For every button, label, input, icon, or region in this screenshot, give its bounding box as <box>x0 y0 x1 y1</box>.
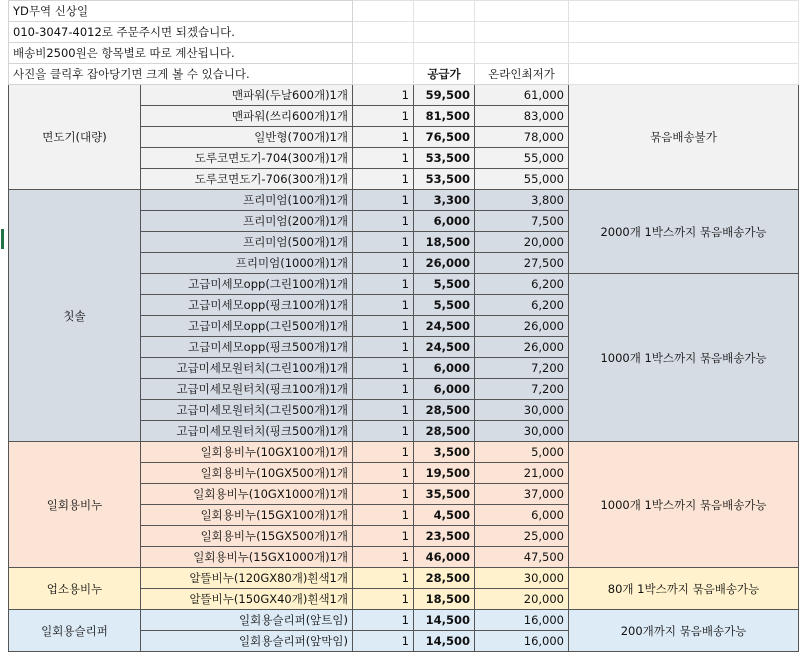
quantity-cell[interactable]: 1 <box>353 442 414 463</box>
supply-price-cell[interactable]: 76,500 <box>414 127 475 148</box>
lowest-price-cell[interactable]: 78,000 <box>475 127 569 148</box>
lowest-price-cell[interactable]: 6,000 <box>475 505 569 526</box>
supply-price-cell[interactable]: 23,500 <box>414 526 475 547</box>
lowest-price-cell[interactable]: 37,000 <box>475 484 569 505</box>
lowest-price-cell[interactable]: 26,000 <box>475 316 569 337</box>
item-name-cell[interactable]: 고급미세모원터치(그린100개)1개 <box>141 358 353 379</box>
lowest-price-cell[interactable]: 61,000 <box>475 85 569 106</box>
lowest-price-cell[interactable]: 30,000 <box>475 421 569 442</box>
product-row <box>9 568 799 589</box>
supply-price-cell[interactable]: 3,300 <box>414 190 475 211</box>
item-name-cell[interactable]: 프리미엄(100개)1개 <box>141 190 353 211</box>
quantity-cell[interactable]: 1 <box>353 295 414 316</box>
item-name-cell[interactable]: 일회용비누(15GX1000개)1개 <box>141 547 353 568</box>
info-row <box>9 22 799 43</box>
lowest-price-cell[interactable]: 26,000 <box>475 337 569 358</box>
supply-price-header[interactable]: 공급가 <box>414 64 475 85</box>
quantity-cell[interactable]: 1 <box>353 127 414 148</box>
supply-price-cell[interactable]: 81,500 <box>414 106 475 127</box>
quantity-cell[interactable]: 1 <box>353 526 414 547</box>
item-name-cell[interactable]: 맨파워(두날600개)1개 <box>141 85 353 106</box>
quantity-cell[interactable]: 1 <box>353 211 414 232</box>
lowest-price-cell[interactable]: 30,000 <box>475 400 569 421</box>
shipping-note-cell[interactable]: 80개 1박스까지 묶음배송가능 <box>569 568 799 610</box>
quantity-cell[interactable]: 1 <box>353 190 414 211</box>
info-cell-3[interactable]: 배송비2500원은 항목별로 따로 계산됩니다. <box>9 43 353 64</box>
supply-price-cell[interactable]: 5,500 <box>414 295 475 316</box>
item-name-cell[interactable]: 일회용비누(15GX100개)1개 <box>141 505 353 526</box>
product-row <box>9 610 799 631</box>
item-name-cell[interactable]: 프리미엄(1000개)1개 <box>141 253 353 274</box>
lowest-price-cell[interactable]: 6,200 <box>475 295 569 316</box>
category-cell[interactable]: 일회용비누 <box>9 442 141 568</box>
quantity-cell[interactable]: 1 <box>353 106 414 127</box>
category-cell[interactable]: 면도기(대량) <box>9 85 141 190</box>
supply-price-cell[interactable]: 24,500 <box>414 337 475 358</box>
item-name-cell[interactable]: 일회용비누(10GX1000개)1개 <box>141 484 353 505</box>
category-cell[interactable]: 칫솔 <box>9 190 141 442</box>
quantity-cell[interactable]: 1 <box>353 421 414 442</box>
supply-price-cell[interactable]: 6,000 <box>414 358 475 379</box>
active-row-indicator <box>1 229 4 249</box>
quantity-cell[interactable]: 1 <box>353 463 414 484</box>
lowest-price-cell[interactable]: 7,200 <box>475 379 569 400</box>
lowest-price-cell[interactable]: 83,000 <box>475 106 569 127</box>
quantity-cell[interactable]: 1 <box>353 505 414 526</box>
info-row <box>9 43 799 64</box>
product-row <box>9 85 799 106</box>
supply-price-cell[interactable]: 28,500 <box>414 400 475 421</box>
lowest-price-cell[interactable]: 6,200 <box>475 274 569 295</box>
quantity-cell[interactable]: 1 <box>353 379 414 400</box>
lowest-price-cell[interactable]: 27,500 <box>475 253 569 274</box>
item-name-cell[interactable]: 일회용비누(10GX500개)1개 <box>141 463 353 484</box>
item-name-cell[interactable]: 도루코면도기-704(300개)1개 <box>141 148 353 169</box>
lowest-price-cell[interactable]: 7,200 <box>475 358 569 379</box>
supply-price-cell[interactable]: 4,500 <box>414 505 475 526</box>
quantity-cell[interactable]: 1 <box>353 631 414 652</box>
item-name-cell[interactable]: 일회용비누(10GX100개)1개 <box>141 442 353 463</box>
supply-price-cell[interactable]: 18,500 <box>414 232 475 253</box>
lowest-price-cell[interactable]: 20,000 <box>475 232 569 253</box>
product-rows <box>9 85 799 652</box>
quantity-cell[interactable]: 1 <box>353 568 414 589</box>
item-name-cell[interactable]: 맨파워(쓰리600개)1개 <box>141 106 353 127</box>
lowest-price-cell[interactable]: 55,000 <box>475 148 569 169</box>
lowest-price-header[interactable]: 온라인최저가 <box>475 64 569 85</box>
quantity-cell[interactable]: 1 <box>353 610 414 631</box>
supply-price-cell[interactable]: 18,500 <box>414 589 475 610</box>
quantity-cell[interactable]: 1 <box>353 547 414 568</box>
quantity-cell[interactable]: 1 <box>353 253 414 274</box>
product-row <box>9 442 799 463</box>
quantity-cell[interactable]: 1 <box>353 274 414 295</box>
supply-price-cell[interactable]: 28,500 <box>414 421 475 442</box>
item-name-cell[interactable]: 프리미엄(500개)1개 <box>141 232 353 253</box>
quantity-cell[interactable]: 1 <box>353 169 414 190</box>
lowest-price-cell[interactable]: 25,000 <box>475 526 569 547</box>
supply-price-cell[interactable]: 28,500 <box>414 568 475 589</box>
item-name-cell[interactable]: 고급미세모opp(그린100개)1개 <box>141 274 353 295</box>
info-cell-1[interactable]: YD무역 신상일 <box>9 1 353 22</box>
item-name-cell[interactable]: 고급미세모opp(그린500개)1개 <box>141 316 353 337</box>
supply-price-cell[interactable]: 53,500 <box>414 169 475 190</box>
category-cell[interactable]: 일회용슬리퍼 <box>9 610 141 652</box>
header-row <box>9 64 799 85</box>
supply-price-cell[interactable]: 46,000 <box>414 547 475 568</box>
spreadsheet-grid[interactable] <box>8 0 799 652</box>
lowest-price-cell[interactable]: 5,000 <box>475 442 569 463</box>
item-name-cell[interactable]: 일회용비누(15GX500개)1개 <box>141 526 353 547</box>
quantity-cell[interactable]: 1 <box>353 400 414 421</box>
category-cell[interactable]: 업소용비누 <box>9 568 141 610</box>
item-name-cell[interactable]: 도루코면도기-706(300개)1개 <box>141 169 353 190</box>
item-name-cell[interactable]: 일회용슬리퍼(앞트임) <box>141 610 353 631</box>
supply-price-cell[interactable]: 35,500 <box>414 484 475 505</box>
item-name-cell[interactable]: 고급미세모원터치(핑크100개)1개 <box>141 379 353 400</box>
item-name-cell[interactable]: 일회용슬리퍼(앞막임) <box>141 631 353 652</box>
supply-price-cell[interactable]: 26,000 <box>414 253 475 274</box>
item-name-cell[interactable]: 고급미세모opp(핑크100개)1개 <box>141 295 353 316</box>
item-name-cell[interactable]: 알뜰비누(150GX40개)흰색1개 <box>141 589 353 610</box>
quantity-cell[interactable]: 1 <box>353 484 414 505</box>
item-name-cell[interactable]: 고급미세모opp(핑크500개)1개 <box>141 337 353 358</box>
supply-price-cell[interactable]: 19,500 <box>414 463 475 484</box>
quantity-cell[interactable]: 1 <box>353 232 414 253</box>
supply-price-cell[interactable]: 3,500 <box>414 442 475 463</box>
supply-price-cell[interactable]: 14,500 <box>414 631 475 652</box>
shipping-note-cell[interactable]: 1000개 1박스까지 묶음배송가능 <box>569 274 799 442</box>
item-name-cell[interactable]: 고급미세모원터치(그린500개)1개 <box>141 400 353 421</box>
quantity-cell[interactable]: 1 <box>353 148 414 169</box>
lowest-price-cell[interactable]: 30,000 <box>475 568 569 589</box>
quantity-cell[interactable]: 1 <box>353 358 414 379</box>
quantity-cell[interactable]: 1 <box>353 337 414 358</box>
shipping-note-cell[interactable]: 묶음배송불가 <box>569 85 799 190</box>
info-row <box>9 1 799 22</box>
shipping-note-cell[interactable]: 2000개 1박스까지 묶음배송가능 <box>569 190 799 274</box>
lowest-price-cell[interactable]: 3,800 <box>475 190 569 211</box>
quantity-cell[interactable]: 1 <box>353 589 414 610</box>
lowest-price-cell[interactable]: 16,000 <box>475 631 569 652</box>
item-name-cell[interactable]: 고급미세모원터치(핑크500개)1개 <box>141 421 353 442</box>
lowest-price-cell[interactable]: 55,000 <box>475 169 569 190</box>
product-row <box>9 190 799 211</box>
item-name-cell[interactable]: 알뜰비누(120GX80개)흰색1개 <box>141 568 353 589</box>
supply-price-cell[interactable]: 6,000 <box>414 211 475 232</box>
quantity-cell[interactable]: 1 <box>353 85 414 106</box>
supply-price-cell[interactable]: 53,500 <box>414 148 475 169</box>
lowest-price-cell[interactable]: 47,500 <box>475 547 569 568</box>
item-name-cell[interactable]: 프리미엄(200개)1개 <box>141 211 353 232</box>
shipping-note-cell[interactable]: 200개까지 묶음배송가능 <box>569 610 799 652</box>
lowest-price-cell[interactable]: 20,000 <box>475 589 569 610</box>
item-name-cell[interactable]: 일반형(700개)1개 <box>141 127 353 148</box>
supply-price-cell[interactable]: 24,500 <box>414 316 475 337</box>
lowest-price-cell[interactable]: 7,500 <box>475 211 569 232</box>
info-cell-4[interactable]: 사진을 클릭후 잡아당기면 크게 볼 수 있습니다. <box>9 64 353 85</box>
quantity-cell[interactable]: 1 <box>353 316 414 337</box>
supply-price-cell[interactable]: 59,500 <box>414 85 475 106</box>
supply-price-cell[interactable]: 6,000 <box>414 379 475 400</box>
supply-price-cell[interactable]: 5,500 <box>414 274 475 295</box>
lowest-price-cell[interactable]: 21,000 <box>475 463 569 484</box>
info-cell-2[interactable]: 010-3047-4012로 주문주시면 되겠습니다. <box>9 22 353 43</box>
supply-price-cell[interactable]: 14,500 <box>414 610 475 631</box>
shipping-note-cell[interactable]: 1000개 1박스까지 묶음배송가능 <box>569 442 799 568</box>
price-table <box>8 0 799 652</box>
lowest-price-cell[interactable]: 16,000 <box>475 610 569 631</box>
